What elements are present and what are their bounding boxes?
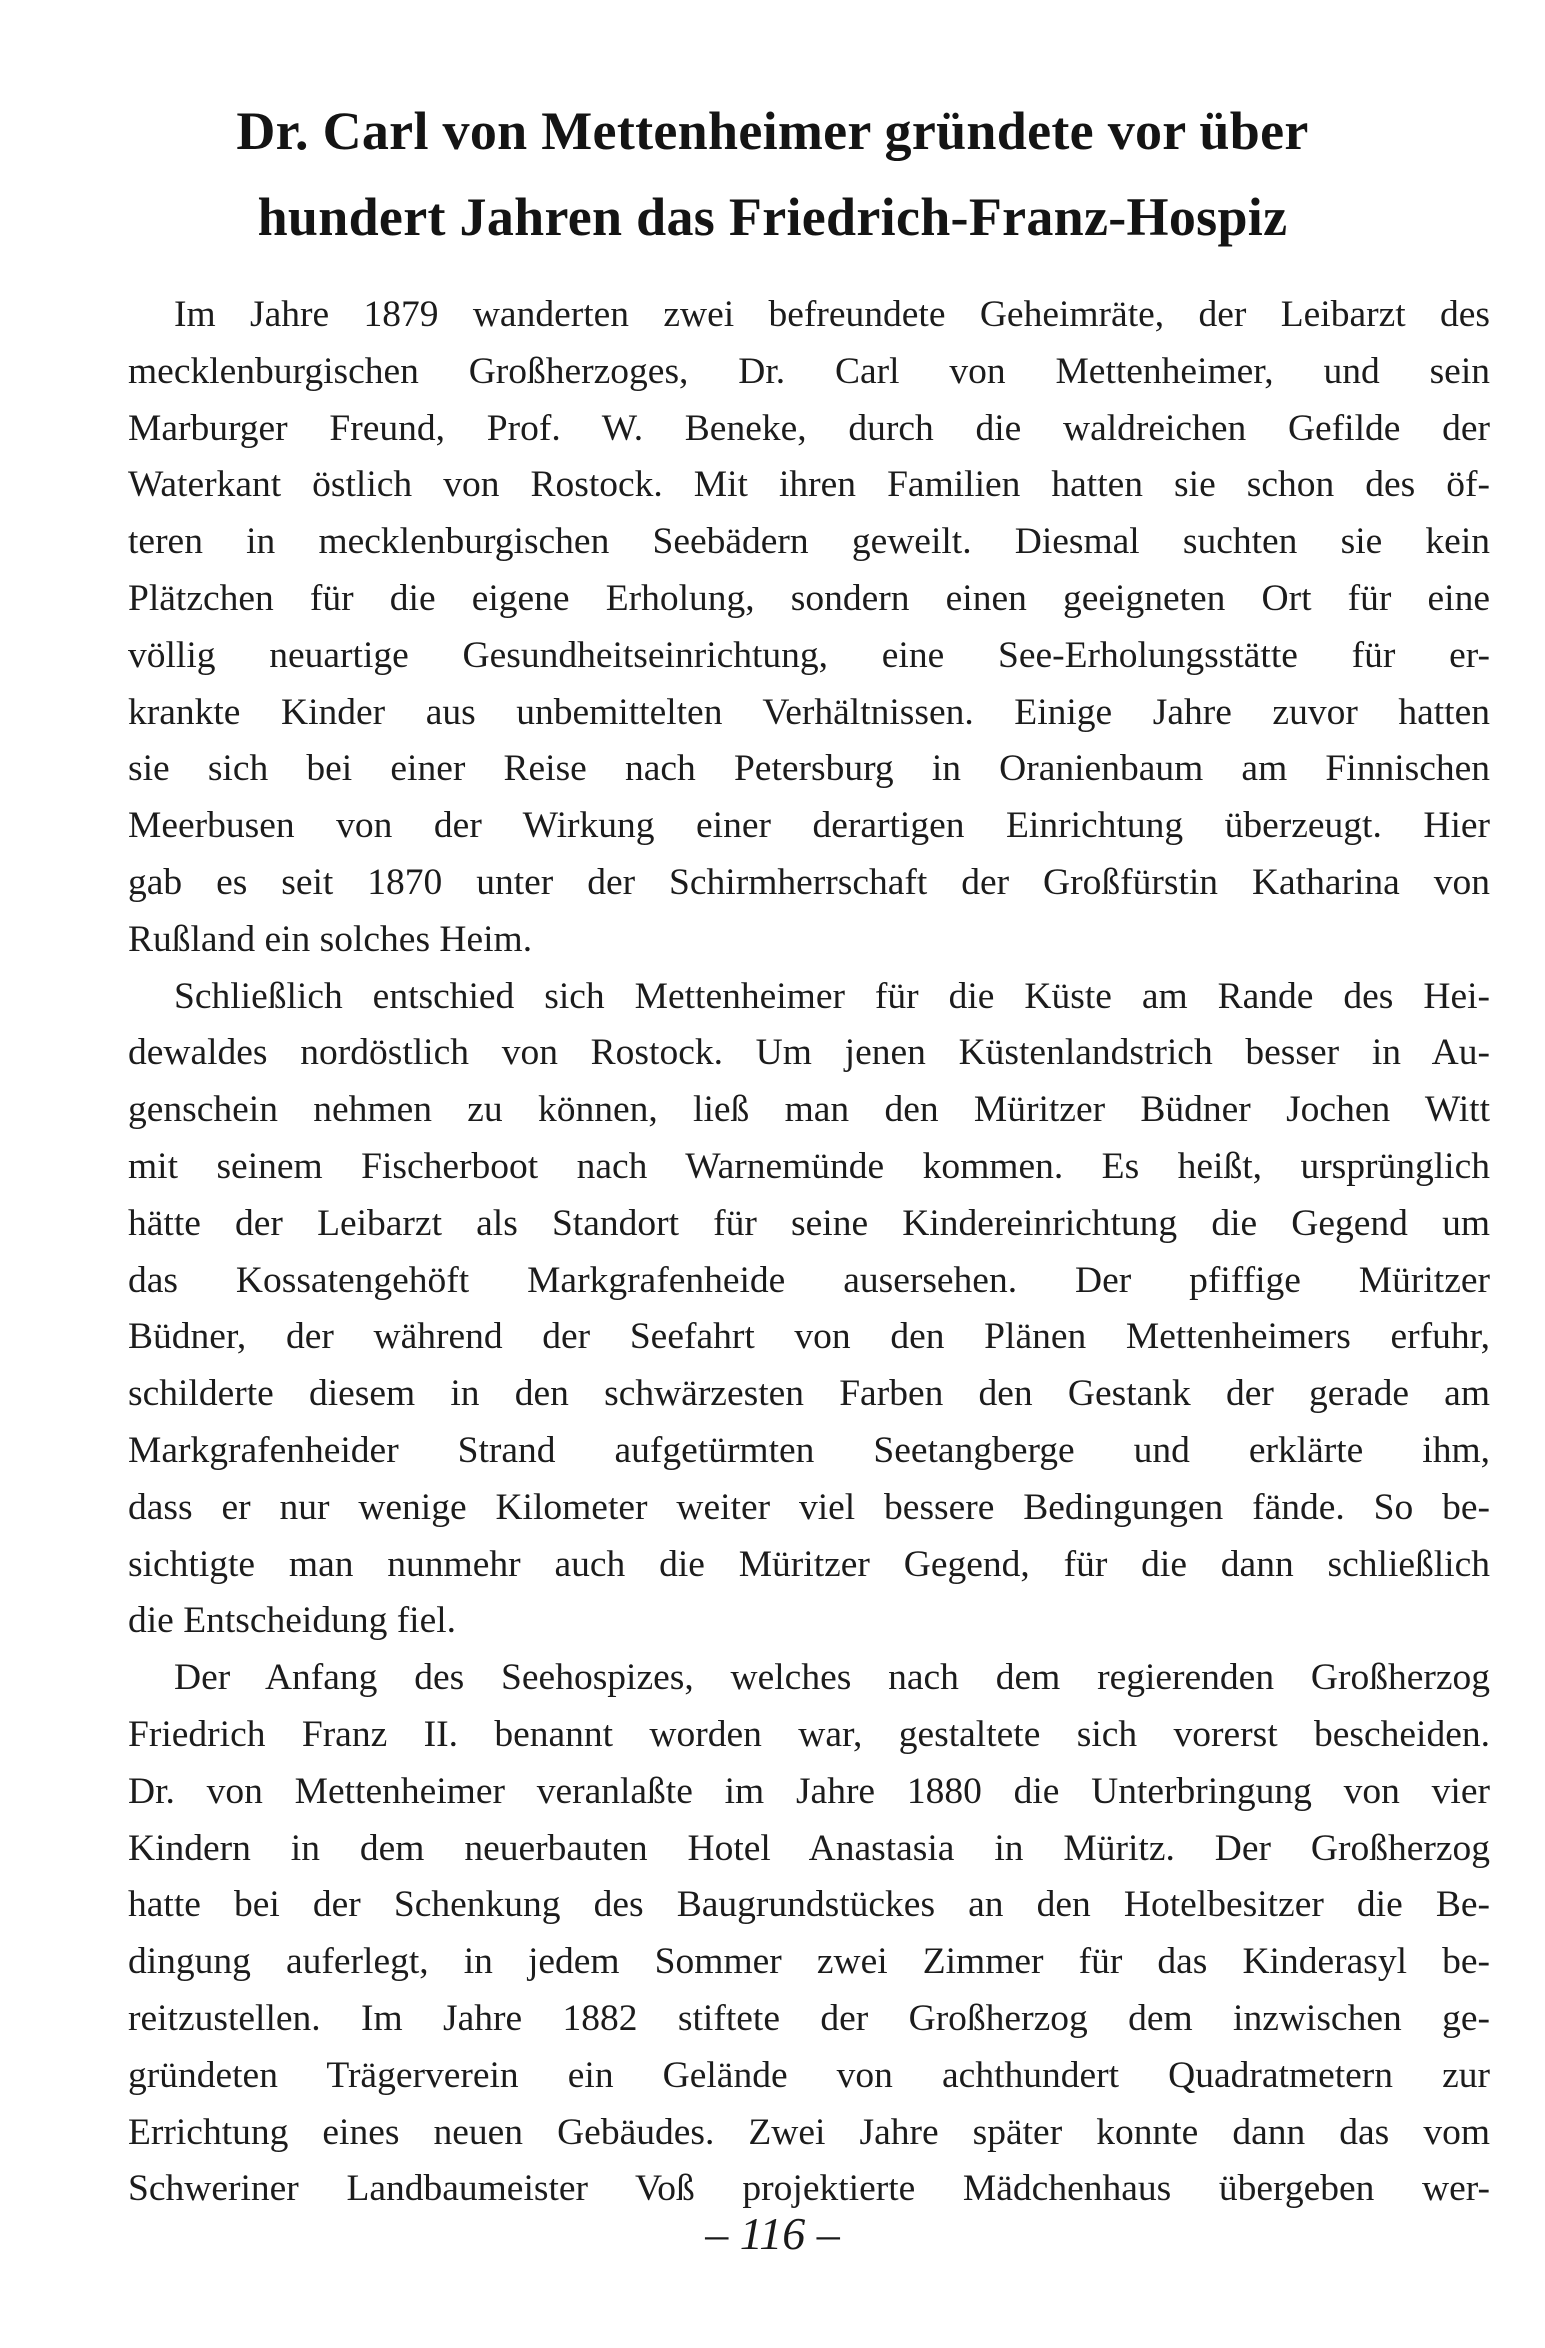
text-line: das Kossatengehöft Markgrafenheide ausersehen. Der pfiffige Müritzer	[128, 1259, 1490, 1301]
text-line: Waterkant östlich von Rostock. Mit ihren Familien hatten sie schon des öf-	[128, 464, 1490, 506]
text-line: Marburger Freund, Prof. W. Beneke, durch die waldreichen Gefilde der	[128, 407, 1490, 449]
text-line: Büdner, der während der Seefahrt von den Plänen Mettenheimers erfuhr,	[128, 1316, 1490, 1358]
text-line: hätte der Leibarzt als Standort für seine Kindereinrichtung die Gegend um	[128, 1202, 1490, 1244]
text-line: genschein nehmen zu können, ließ man den Müritzer Büdner Jochen Witt	[128, 1089, 1490, 1131]
paragraph	[128, 287, 1490, 969]
paragraph	[128, 969, 1490, 1651]
text-line: Im Jahre 1879 wanderten zwei befreundete Geheimräte, der Leibarzt des	[174, 294, 1490, 335]
text-line: krankte Kinder aus unbemittelten Verhältnissen. Einige Jahre zuvor hatten	[128, 691, 1490, 733]
page-title	[130, 88, 1415, 260]
text-line: Der Anfang des Seehospizes, welches nach dem regierenden Großherzog	[174, 1657, 1490, 1699]
title-line: Dr. Carl von Mettenheimer gründete vor über	[236, 101, 1309, 161]
text-line: Friedrich Franz II. benannt worden war, gestaltete sich vorerst bescheiden.	[128, 1713, 1490, 1755]
text-line: teren in mecklenburgischen Seebädern geweilt. Diesmal suchten sie kein	[128, 521, 1490, 563]
page-number: – 116 –	[705, 2208, 840, 2259]
text-line: Rußland ein solches Heim.	[128, 918, 533, 960]
text-line: dass er nur wenige Kilometer weiter viel bessere Bedingungen fände. So be-	[128, 1486, 1490, 1528]
title-line: hundert Jahren das Friedrich-Franz-Hospiz	[257, 187, 1288, 247]
text-line: sie sich bei einer Reise nach Petersburg in Oranienbaum am Finnischen	[128, 748, 1490, 790]
text-line: schilderte diesem in den schwärzesten Farben den Gestank der gerade am	[128, 1373, 1490, 1415]
text-line: Schweriner Landbaumeister Voß projektierte Mädchenhaus übergeben wer-	[128, 2168, 1490, 2210]
text-line: gründeten Trägerverein ein Gelände von achthundert Quadratmetern zur	[128, 2054, 1490, 2096]
text-line: Markgrafenheider Strand aufgetürmten Seetangberge und erklärte ihm,	[128, 1429, 1490, 1471]
text-line: hatte bei der Schenkung des Baugrundstückes an den Hotelbesitzer die Be-	[128, 1884, 1490, 1926]
text-line: dewaldes nordöstlich von Rostock. Um jenen Küstenlandstrich besser in Au-	[128, 1032, 1490, 1074]
paragraph	[128, 1650, 1490, 2218]
text-line: mecklenburgischen Großherzoges, Dr. Carl von Mettenheimer, und sein	[128, 350, 1490, 392]
text-line: Errichtung eines neuen Gebäudes. Zwei Jahre später konnte dann das vom	[128, 2111, 1490, 2153]
text-line: reitzustellen. Im Jahre 1882 stiftete der Großherzog dem inzwischen ge-	[128, 1997, 1490, 2039]
text-line: sichtigte man nunmehr auch die Müritzer Gegend, für die dann schließlich	[128, 1543, 1490, 1585]
text-line: gab es seit 1870 unter der Schirmherrschaft der Großfürstin Katharina von	[128, 861, 1490, 903]
text-line: Schließlich entschied sich Mettenheimer für die Küste am Rande des Hei-	[174, 975, 1490, 1017]
text-line: Plätzchen für die eigene Erholung, sondern einen geeigneten Ort für eine	[128, 577, 1490, 619]
text-line: mit seinem Fischerboot nach Warnemünde kommen. Es heißt, ursprünglich	[128, 1145, 1490, 1187]
text-line: Meerbusen von der Wirkung einer derartigen Einrichtung überzeugt. Hier	[128, 805, 1490, 847]
text-line: Dr. von Mettenheimer veranlaßte im Jahre 1880 die Unterbringung von vier	[128, 1770, 1490, 1812]
body-text	[128, 287, 1490, 2218]
text-line: dingung auferlegt, in jedem Sommer zwei Zimmer für das Kinderasyl be-	[128, 1941, 1490, 1983]
text-line: Kindern in dem neuerbauten Hotel Anastasia in Müritz. Der Großherzog	[128, 1827, 1490, 1869]
text-line: völlig neuartige Gesundheitseinrichtung, eine See-Erholungsstätte für er-	[128, 634, 1490, 676]
text-line: die Entscheidung fiel.	[128, 1600, 457, 1642]
